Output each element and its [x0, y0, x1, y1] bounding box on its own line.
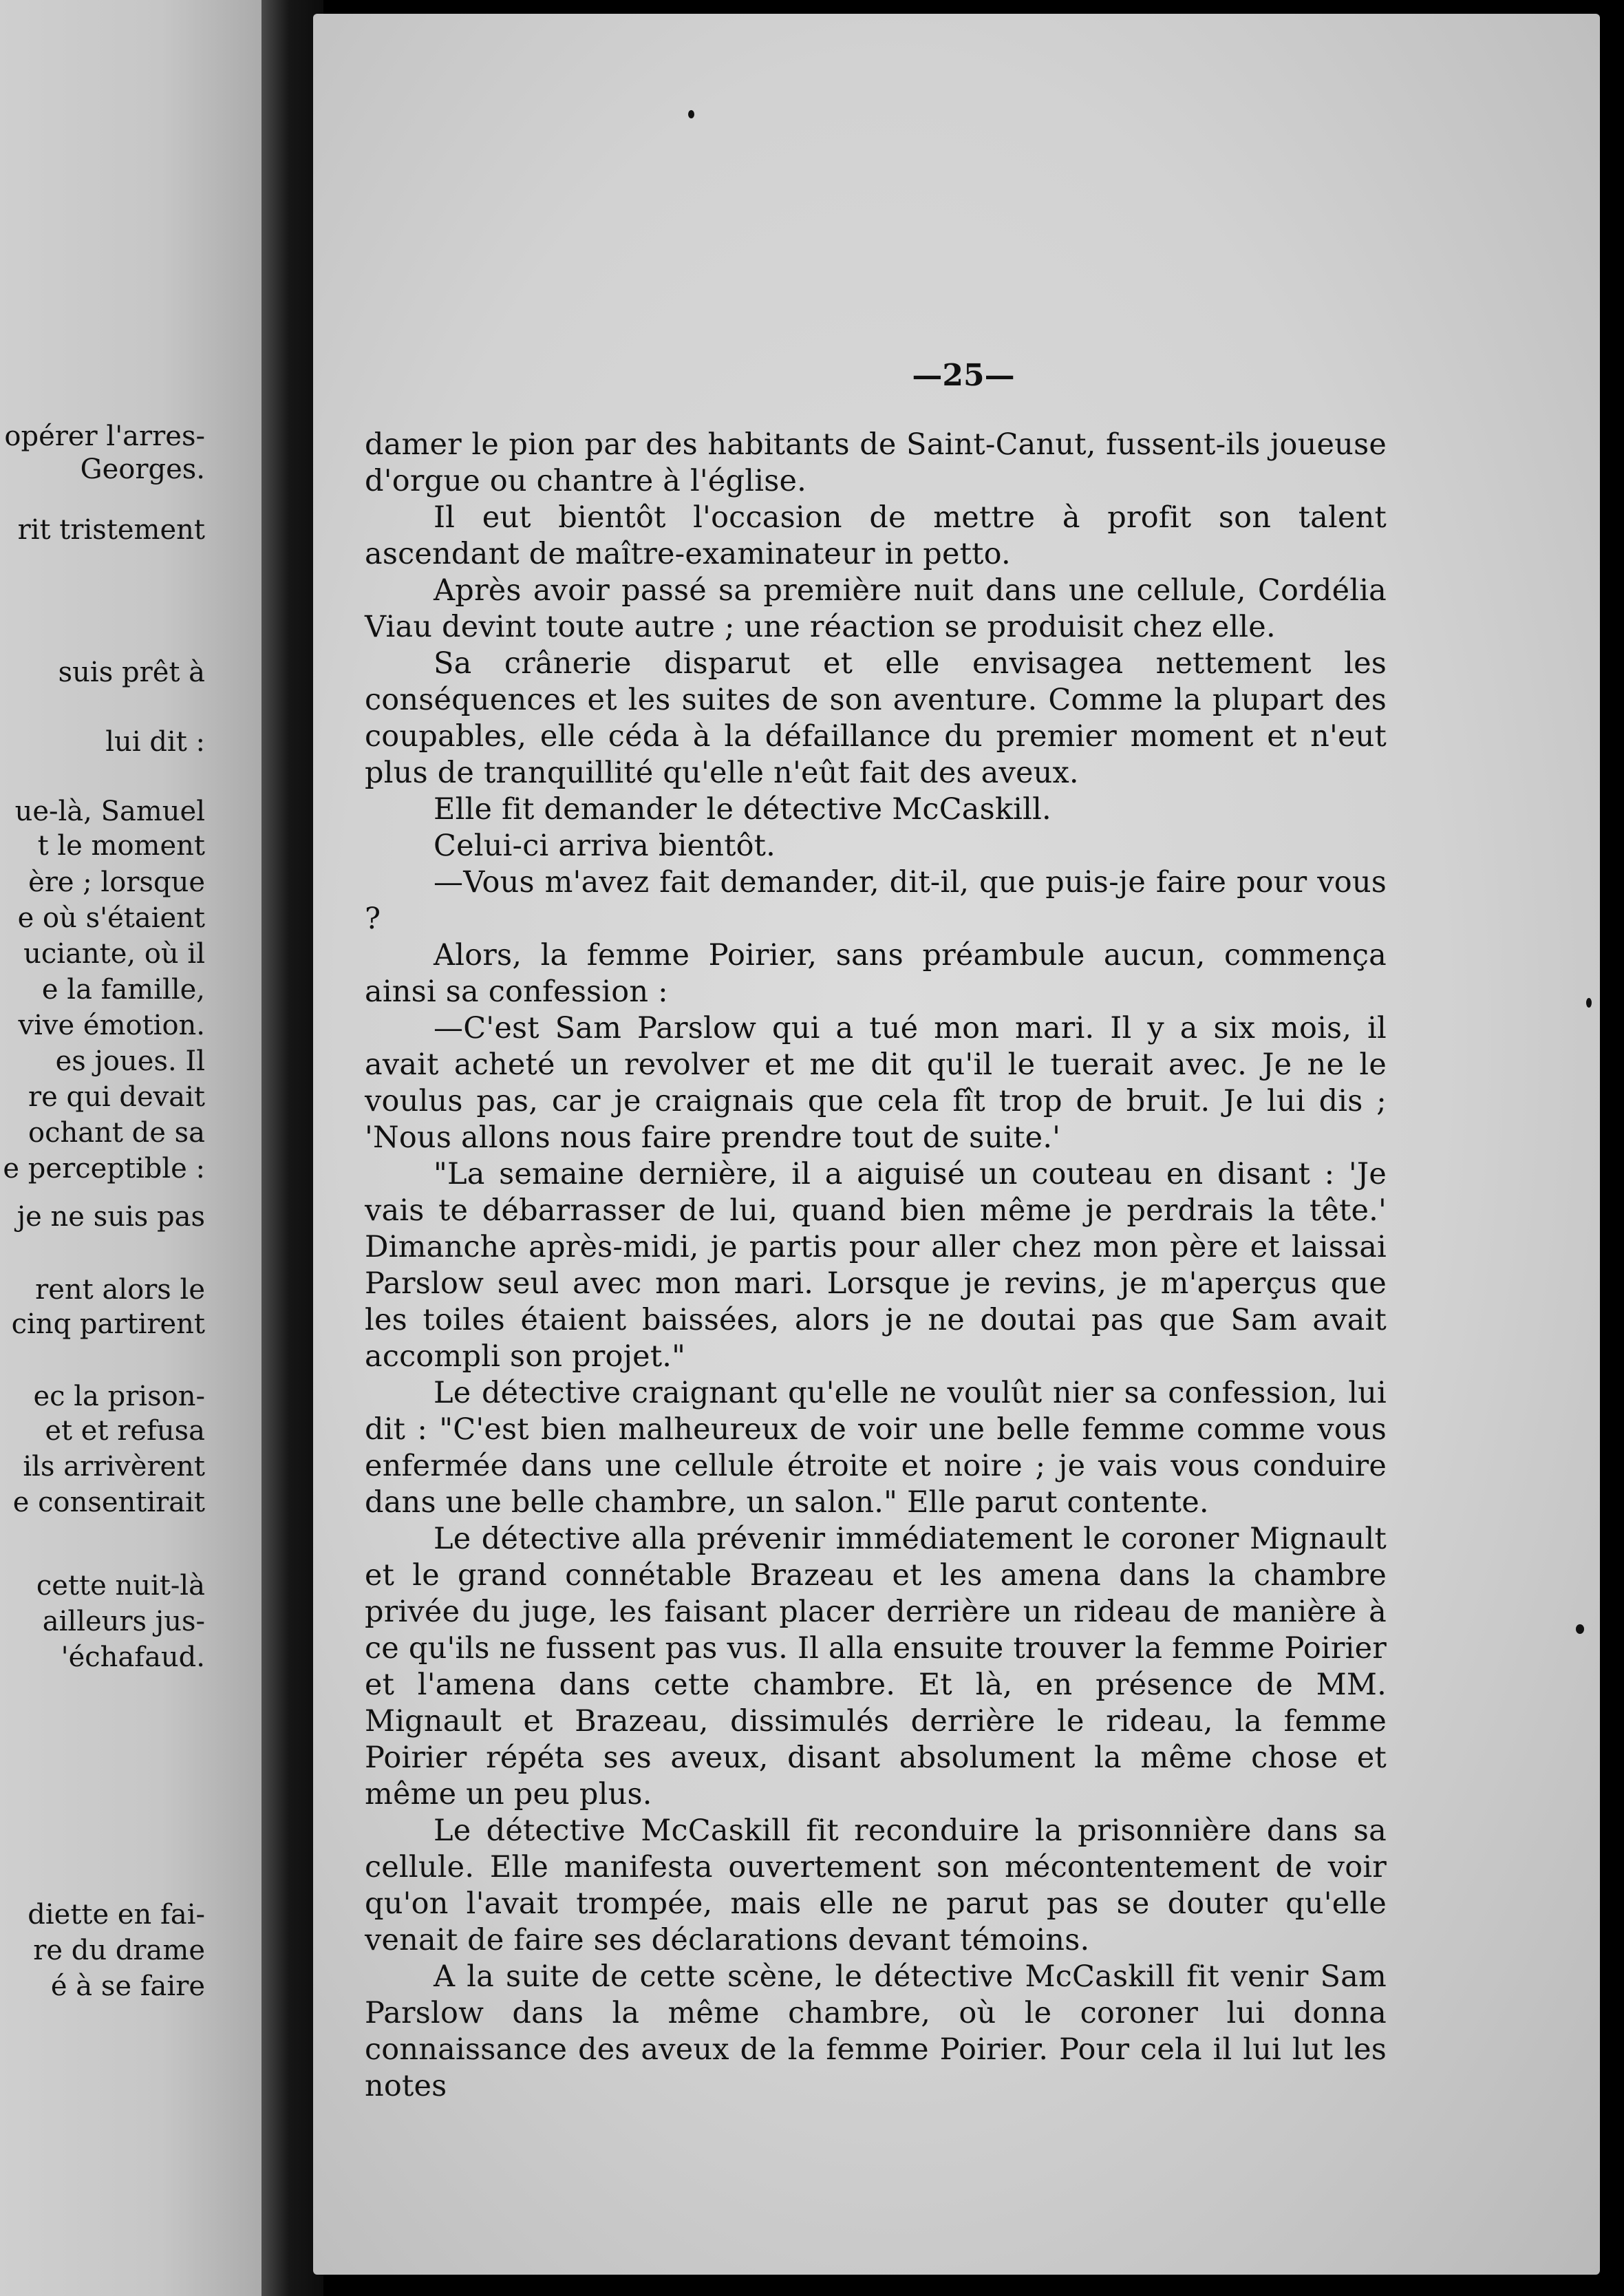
ink-spot [1576, 1624, 1584, 1634]
paragraph: Après avoir passé sa première nuit dans une cellule, Cordélia Viau devint toute autre ; une réaction se produisit chez elle. [365, 573, 1387, 644]
ink-spot [688, 110, 694, 118]
left-page-line: ère ; lorsque [28, 867, 205, 898]
left-page-line: es joues. Il [55, 1045, 205, 1077]
paragraph: Alors, la femme Poirier, sans préambule aucun, commença ainsi sa confession : [365, 938, 1387, 1009]
left-page-line: lui dit : [105, 726, 205, 758]
left-page-line: je ne suis pas [17, 1201, 205, 1233]
left-page-line: uciante, où il [23, 938, 205, 970]
left-page-line: é à se faire [50, 1970, 205, 2002]
left-page-line: re qui devait [28, 1081, 205, 1113]
left-page-line: cette nuit-là [36, 1570, 205, 1602]
left-page-line: et et refusa [45, 1415, 205, 1447]
left-page-line: ils arrivèrent [23, 1451, 205, 1482]
ink-spot [1586, 998, 1592, 1008]
paragraph: damer le pion par des habitants de Saint-Canut, fussent-ils joueuse d'orgue ou chantre à l'église. [365, 427, 1387, 498]
left-page-line: vive émotion. [18, 1010, 205, 1041]
page-number: —25— [912, 358, 1015, 393]
left-page-line: e perceptible : [3, 1153, 205, 1184]
paragraph: "La semaine dernière, il a aiguisé un couteau en disant : 'Je vais te débarrasser de lui, quand bien même je perdrais la tête.' Dimanche après-midi, je partis pour aller chez mon père et laissai Parslow seul avec mon mari. Lorsque je revins, je m'aperçus que les toiles étaient baissées, alors je ne doutai pas que Sam avait accompli son projet." [365, 1157, 1387, 1374]
left-page-line: 'échafaud. [61, 1641, 205, 1673]
left-page-line: Georges. [80, 454, 205, 485]
left-page-line: e où s'étaient [17, 902, 205, 934]
paragraph: Le détective craignant qu'elle ne voulût nier sa confession, lui dit : "C'est bien malheureux de voir une belle femme comme vous enfermée dans une cellule étroite et noire ; je vais vous conduire dans une belle chambre, un salon." Elle parut contente. [365, 1376, 1387, 1520]
paragraph: Le détective McCaskill fit reconduire la prisonnière dans sa cellule. Elle manifesta ouvertement son mécontentement de voir qu'on l'avait trompée, mais elle ne parut pas se douter qu'elle venait de faire ses déclarations devant témoins. [365, 1814, 1387, 1957]
left-page-line: diette en fai- [28, 1899, 205, 1931]
left-page-line: ue-là, Samuel [14, 796, 205, 827]
left-page-line: rent alors le [35, 1274, 205, 1306]
paragraph: Sa crânerie disparut et elle envisagea nettement les conséquences et les suites de son aventure. Comme la plupart des coupables, elle céda à la défaillance du premier moment et n'eut plus de tranquillité qu'elle n'eût fait des aveux. [365, 646, 1387, 790]
left-page-text [0, 0, 268, 2296]
paragraph: Le détective alla prévenir immédiatement le coroner Mignault et le grand connétable Brazeau et les amena dans la chambre privée du juge, les faisant placer derrière un rideau de manière à ce qu'ils ne fussent pas vus. Il alla ensuite trouver la femme Poirier et l'amena dans cette chambre. Et là, en présence de MM. Mignault et Brazeau, dissimulés derrière le rideau, la femme Poirier répéta ses aveux, disant absolument la même chose et même un peu plus. [365, 1522, 1387, 1811]
paragraph: A la suite de cette scène, le détective McCaskill fit venir Sam Parslow dans la même chambre, où le coroner lui donna connaissance des aveux de la femme Poirier. Pour cela il lui lut les notes [365, 1959, 1387, 2103]
paragraph: Il eut bientôt l'occasion de mettre à profit son talent ascendant de maître-examinateur in petto. [365, 500, 1387, 571]
paragraph: —C'est Sam Parslow qui a tué mon mari. Il y a six mois, il avait acheté un revolver et me dit qu'il le tuerait avec. Je ne le voulus pas, car je craignais que cela fît trop de bruit. Je lui dis ; 'Nous allons nous faire prendre tout de suite.' [365, 1011, 1387, 1155]
left-page-line: re du drame [33, 1935, 205, 1966]
paragraph: Celui-ci arriva bientôt. [434, 829, 776, 863]
left-page-line: ochant de sa [28, 1117, 205, 1149]
left-page-line: t le moment [37, 830, 205, 862]
left-page-line: suis prêt à [58, 657, 205, 688]
paragraph: —Vous m'avez fait demander, dit-il, que puis-je faire pour vous ? [365, 865, 1387, 936]
body-text [365, 427, 1387, 2105]
left-page-line: ailleurs jus- [42, 1606, 205, 1637]
left-page-line: rit tristement [17, 514, 205, 546]
paragraph: Elle fit demander le détective McCaskill. [434, 792, 1051, 827]
left-page-line: opérer l'arres- [4, 421, 205, 452]
left-page-line: cinq partirent [11, 1308, 205, 1340]
left-page [0, 0, 268, 2296]
left-page-line: e consentirait [12, 1487, 205, 1518]
right-page [313, 14, 1600, 2275]
left-page-line: ec la prison- [33, 1381, 205, 1412]
left-page-line: e la famille, [41, 974, 205, 1006]
